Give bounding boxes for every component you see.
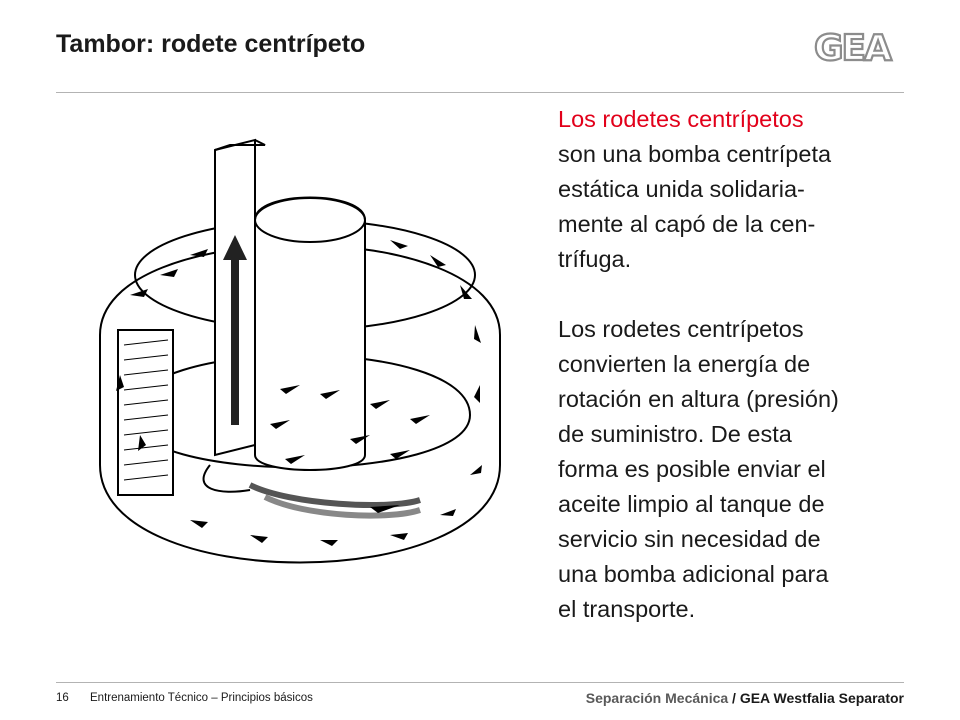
paragraph-1 [558, 102, 918, 277]
page-title: Tambor: rodete centrípeto [56, 30, 366, 58]
footer-separator: / [728, 690, 740, 706]
footer-department: Separación Mecánica [585, 690, 729, 706]
footer-company: GEA Westfalia Separator [739, 690, 904, 706]
paragraph-2: Los rodetes centrípetos convierten la energía de rotación en altura (presión) de suministro. De esta forma es posible enviar el aceite limpio al tanque de servicio sin necesidad de una bomba adicional para el transporte. [558, 316, 839, 622]
footer-left [56, 692, 313, 704]
footer-right [586, 690, 904, 706]
paragraph-1-lead: Los rodetes centrípetos [558, 106, 804, 132]
footer-divider [56, 682, 904, 683]
gea-logo [800, 28, 904, 66]
page-number: 16 [56, 692, 69, 704]
gea-logo-text: GEA [813, 28, 891, 66]
centripetal-impeller-figure [90, 125, 510, 565]
paragraph-1-rest: son una bomba centrípeta estática unida solidaria- mente al capó de la cen- trífuga. [558, 141, 832, 272]
footer-course-title: Entrenamiento Técnico – Principios básicos [90, 692, 313, 704]
description-text [558, 102, 918, 627]
header-divider [56, 92, 904, 93]
